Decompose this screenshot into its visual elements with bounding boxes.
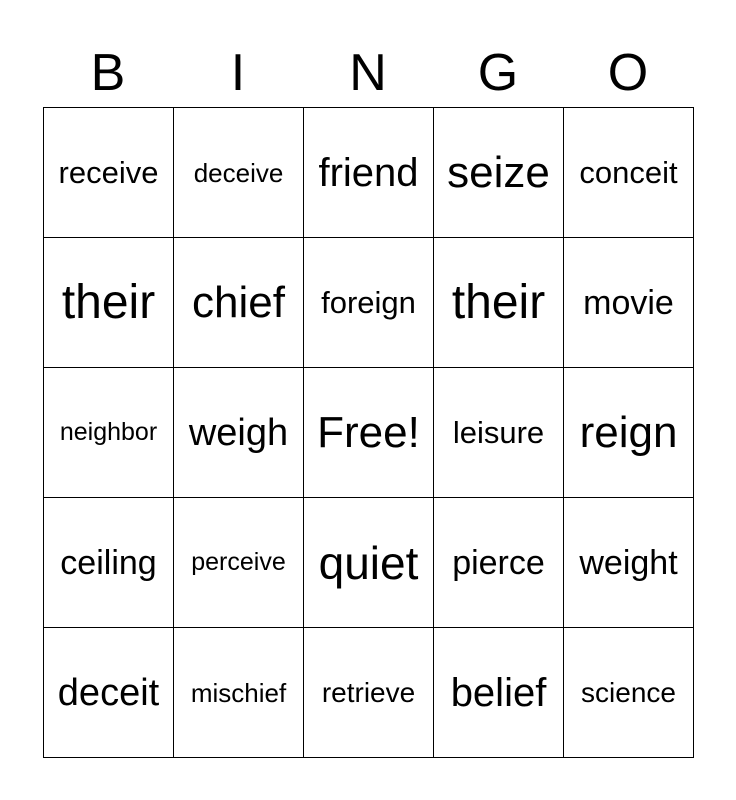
- bingo-cell[interactable]: [434, 628, 564, 758]
- free-space-label: Free!: [317, 407, 420, 457]
- bingo-cell[interactable]: [564, 238, 694, 368]
- header-letter-b: B: [90, 44, 126, 102]
- cell-word: their: [451, 275, 546, 329]
- cell-word: conceit: [579, 155, 678, 190]
- cell-word: reign: [579, 407, 678, 457]
- bingo-cell[interactable]: [304, 108, 434, 238]
- bingo-cell[interactable]: [434, 498, 564, 628]
- bingo-cell[interactable]: [44, 498, 174, 628]
- cell-word: pierce: [452, 543, 545, 582]
- bingo-cell[interactable]: [174, 498, 304, 628]
- header-letter-o: O: [607, 44, 649, 102]
- cell-word: weight: [579, 543, 678, 582]
- cell-word: leisure: [452, 415, 545, 450]
- bingo-cell[interactable]: [44, 108, 174, 238]
- cell-word: weigh: [188, 411, 289, 454]
- bingo-cell[interactable]: [174, 628, 304, 758]
- cell-word: belief: [450, 670, 547, 715]
- bingo-cell[interactable]: [564, 108, 694, 238]
- cell-word: chief: [192, 277, 285, 327]
- bingo-cell[interactable]: [434, 368, 564, 498]
- bingo-cell[interactable]: [174, 238, 304, 368]
- cell-word: perceive: [191, 548, 286, 576]
- bingo-cell[interactable]: [174, 108, 304, 238]
- header-letter-n: N: [349, 44, 387, 102]
- bingo-cell[interactable]: [304, 628, 434, 758]
- cell-word: foreign: [321, 285, 416, 320]
- bingo-cell[interactable]: [174, 368, 304, 498]
- cell-word: receive: [58, 155, 159, 190]
- cell-word: deceive: [193, 157, 284, 188]
- cell-word: movie: [583, 283, 674, 322]
- cell-word: neighbor: [59, 418, 158, 446]
- cell-word: seize: [447, 147, 550, 197]
- cell-word: deceit: [57, 671, 160, 714]
- header-letter-i: I: [230, 44, 246, 102]
- cell-word: mischief: [190, 677, 287, 708]
- bingo-cell[interactable]: [44, 238, 174, 368]
- cell-word: their: [61, 275, 156, 329]
- bingo-cell[interactable]: [564, 628, 694, 758]
- bingo-cell[interactable]: [44, 368, 174, 498]
- bingo-cell[interactable]: [304, 498, 434, 628]
- bingo-cell[interactable]: [434, 238, 564, 368]
- cell-word: ceiling: [60, 543, 157, 582]
- cell-word: quiet: [318, 536, 419, 589]
- cell-word: science: [581, 676, 676, 708]
- cell-word: retrieve: [321, 676, 416, 708]
- bingo-cell[interactable]: [434, 108, 564, 238]
- bingo-cell[interactable]: [44, 628, 174, 758]
- bingo-board: [43, 107, 694, 758]
- bingo-header: [43, 40, 693, 106]
- bingo-free-cell[interactable]: [304, 368, 434, 498]
- bingo-cell[interactable]: [564, 498, 694, 628]
- bingo-cell[interactable]: [304, 238, 434, 368]
- bingo-cell[interactable]: [564, 368, 694, 498]
- header-letter-g: G: [477, 44, 519, 102]
- cell-word: friend: [318, 150, 419, 195]
